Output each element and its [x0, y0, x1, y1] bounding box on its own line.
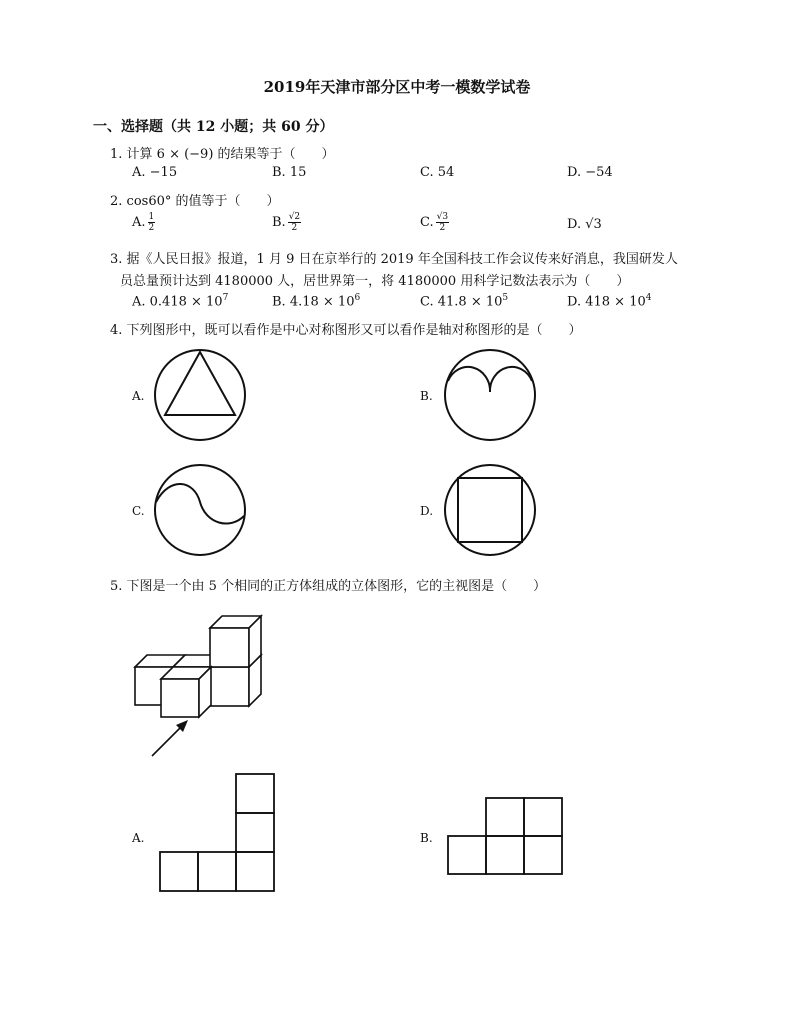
q3-c-exponent: 5 [502, 293, 509, 303]
q4-label-a: A. [132, 389, 145, 403]
q2-a-numerator: 1 [148, 212, 155, 222]
q1-option-d: D. −54 [567, 165, 613, 180]
q4-label-c: C. [132, 504, 145, 518]
q1-option-a: A. −15 [132, 165, 178, 180]
q3-d-base: D. 418 × 10 [567, 294, 646, 310]
q2-b-fraction [288, 212, 301, 233]
q1-option-b: B. 15 [272, 165, 307, 180]
q2-b-numerator: √2 [288, 212, 301, 222]
section-heading: 一、选择题（共 12 小题；共 60 分） [93, 119, 334, 135]
question-5-stem: 5. 下图是一个由 5 个相同的正方体组成的立体图形，它的主视图是（ ） [110, 579, 547, 594]
q5-figure-b-stepped-shape [446, 796, 564, 878]
q2-b-denominator: 2 [291, 223, 298, 233]
question-4-stem: 4. 下列图形中，既可以看作是中心对称图形又可以看作是轴对称图形的是（ ） [110, 323, 582, 338]
q4-label-b: B. [420, 389, 433, 403]
q3-d-exponent: 4 [645, 293, 652, 303]
q5-label-a: A. [132, 831, 145, 845]
q2-option-b [272, 212, 301, 233]
q5-figure-a-l-shape [158, 772, 276, 894]
q3-option-a [132, 293, 228, 309]
question-3-line-2: 员总量预计达到 4180000 人，居世界第一，将 4180000 用科学记数法表示为（ ） [120, 274, 630, 289]
q3-c-base: C. 41.8 × 10 [420, 294, 503, 310]
q3-option-b [272, 293, 360, 309]
q4-figure-d-inscribed-square [442, 462, 538, 558]
q2-option-a [132, 212, 155, 233]
q5-label-b: B. [420, 831, 433, 845]
q2-b-prefix: B. [272, 215, 286, 230]
q2-c-numerator: √3 [436, 212, 449, 222]
q3-b-exponent: 6 [354, 293, 361, 303]
q2-c-fraction [436, 212, 449, 233]
q2-option-c [420, 212, 449, 233]
q3-a-exponent: 7 [222, 293, 229, 303]
q1-option-c: C. 54 [420, 165, 455, 180]
q4-figure-a-circle-triangle [152, 347, 248, 443]
q3-a-base: A. 0.418 × 10 [132, 294, 223, 310]
question-3-line-1: 3. 据《人民日报》报道，1 月 9 日在京举行的 2019 年全国科技工作会议传来好消息，我国研发人 [110, 252, 678, 267]
q4-figure-c-s-curve [152, 462, 248, 558]
q2-option-d: D. √3 [567, 217, 602, 232]
q4-figure-b-heart-arcs [442, 347, 538, 443]
q5-stacked-cubes-figure [130, 612, 290, 762]
q2-a-denominator: 2 [148, 223, 155, 233]
q3-option-d [567, 293, 651, 309]
q2-c-denominator: 2 [439, 223, 446, 233]
q3-b-base: B. 4.18 × 10 [272, 294, 355, 310]
page-title: 2019年天津市部分区中考一模数学试卷 [263, 78, 531, 96]
q2-a-prefix: A. [132, 215, 146, 230]
q2-a-fraction [148, 212, 156, 233]
question-1-stem: 1. 计算 6 × (−9) 的结果等于（ ） [110, 147, 335, 162]
q3-option-c [420, 293, 508, 309]
question-2-stem: 2. cos60° 的值等于（ ） [110, 194, 280, 209]
q4-label-d: D. [420, 504, 434, 518]
q2-c-prefix: C. [420, 215, 434, 230]
